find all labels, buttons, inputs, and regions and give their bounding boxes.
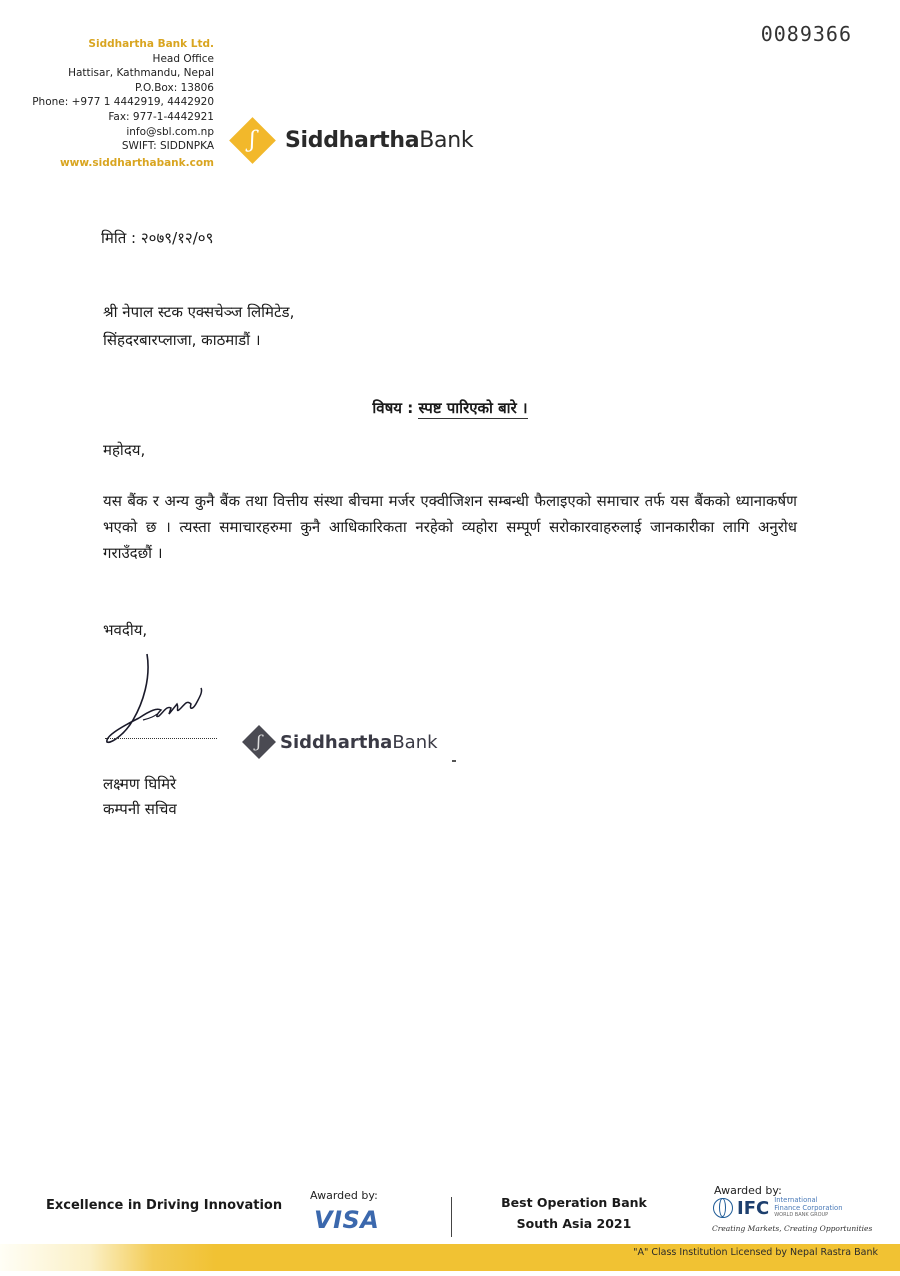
awarded-by-label: Awarded by:	[310, 1189, 378, 1202]
signer-block	[103, 772, 177, 822]
ifc-abbr: IFC	[737, 1197, 770, 1219]
ifc-logo	[713, 1197, 843, 1220]
license-text: "A" Class Institution Licensed by Nepal Rastra Bank	[633, 1247, 878, 1258]
closing: भवदीय,	[103, 621, 148, 639]
bank-address-block	[20, 37, 214, 170]
ifc-tagline: Creating Markets, Creating Opportunities	[712, 1224, 873, 1233]
award-line-1: Best Operation Bank	[501, 1195, 647, 1210]
ifc-full-name: International Finance Corporation WORLD BANK GROUP	[774, 1196, 843, 1218]
recipient-line-2: सिंहदरबारप्लाजा, काठमाडौं ।	[103, 331, 261, 349]
awarded-by-label-2: Awarded by:	[714, 1184, 782, 1197]
letter-date: मिति : २०७९/१२/०९	[101, 229, 214, 247]
recipient-line-1: श्री नेपाल स्टक एक्सचेञ्ज लिमिटेड,	[103, 303, 295, 321]
logo-wordmark: SiddharthaBank	[285, 128, 474, 153]
subject-label: विषय :	[372, 399, 414, 417]
subject-text: स्पष्ट पारिएको बारे ।	[418, 399, 528, 417]
logo-diamond-icon: ʃ	[229, 117, 276, 164]
visa-logo: VISA	[314, 1206, 380, 1234]
signature-line	[105, 737, 217, 739]
swift-code: SWIFT: SIDDNPKA	[121, 140, 214, 153]
award-line-2: South Asia 2021	[516, 1216, 632, 1231]
bank-logo	[236, 124, 473, 157]
bank-name: Siddhartha Bank Ltd.	[88, 38, 214, 50]
body-paragraph: यस बैंक र अन्य कुनै बैंक तथा वित्तीय संस्था बीचमा मर्जर एक्वीजिशन सम्बन्धी फैलाइएको समाचार तर्फ यस बैंकको ध्यानाकर्षण भएको छ । त्यस्ता समाचारहरुमा कुनै आधिकारिकता नरहेको व्यहोरा सम्पूर्ण सरोकारवाहरुलाई जानकारीका लागि अनुरोध गराउँदछौं ।	[103, 492, 797, 562]
fax: Fax: 977-1-4442921	[108, 110, 214, 123]
address-line: Hattisar, Kathmandu, Nepal	[68, 67, 214, 80]
stamp-logo	[247, 730, 438, 754]
award-title	[496, 1192, 652, 1234]
subject-line	[0, 398, 900, 418]
po-box: P.O.Box: 13806	[134, 81, 214, 94]
serial-number: 0089366	[760, 22, 852, 46]
stamp-diamond-icon: ʃ	[242, 725, 276, 759]
signer-name: लक्ष्मण घिमिरे	[103, 775, 177, 793]
globe-icon	[713, 1198, 733, 1218]
office-label: Head Office	[152, 52, 214, 65]
email: info@sbl.com.np	[126, 125, 214, 138]
recipient	[103, 298, 294, 354]
ink-mark	[452, 760, 456, 762]
stamp-wordmark: SiddharthaBank	[280, 731, 438, 753]
salutation: महोदय,	[103, 441, 146, 459]
footer-slogan: Excellence in Driving Innovation	[46, 1198, 283, 1213]
signer-title: कम्पनी सचिव	[103, 800, 177, 818]
phone: Phone: +977 1 4442919, 4442920	[32, 96, 214, 109]
website: www.siddharthabank.com	[59, 156, 214, 169]
footer-divider	[451, 1197, 452, 1237]
